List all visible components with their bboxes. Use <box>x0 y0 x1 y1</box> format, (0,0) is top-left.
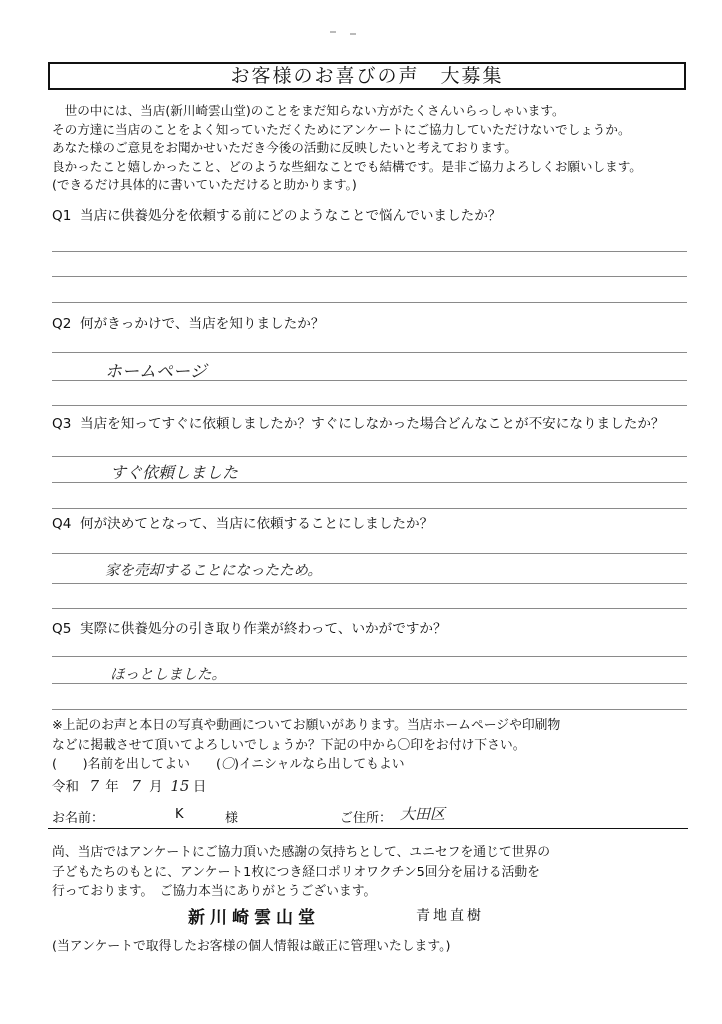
intro-paragraph <box>52 102 702 195</box>
question-text: 当店に供養処分を依頼する前にどのようなことで悩んでいましたか？ <box>80 208 502 224</box>
question-number: Q2 <box>52 316 72 332</box>
question-5 <box>52 619 447 639</box>
answer-5: ほっとしました。 <box>110 667 226 683</box>
intro-line: あなた様のご意見をお聞かせいただき今後の活動に反映したいと考えております。 <box>52 140 517 156</box>
option-name-ok[interactable]: ( )名前を出してよい <box>52 757 190 772</box>
date-unit: 年 <box>105 779 119 795</box>
question-text: 何がきっかけで、当店を知りましたか？ <box>80 316 325 332</box>
answer-rule <box>52 608 687 609</box>
customer-address-value: 大田区 <box>400 805 446 823</box>
page-title: お客様のお喜びの声 大募集 <box>48 62 686 90</box>
answer-rule <box>52 456 687 457</box>
answer-rule <box>52 302 687 303</box>
answer-rule <box>52 482 687 483</box>
customer-name-value: K <box>175 807 184 822</box>
question-1 <box>52 206 501 226</box>
shop-name: 新川崎雲山堂 <box>188 908 320 928</box>
owner-name: 青地直樹 <box>416 908 484 924</box>
question-4 <box>52 514 433 534</box>
privacy-note: (当アンケートで取得したお客様の個人情報は厳正に管理いたします。) <box>52 939 451 954</box>
question-text: 当店を知ってすぐに依頼しましたか？すぐにしなかった場合どんなことが不安になりましたか？ <box>80 416 665 432</box>
question-text: 実際に供養処分の引き取り作業が終わって、いかがですか？ <box>80 621 447 637</box>
option-initial-ok: イニシャルなら出してもよい <box>238 757 405 772</box>
question-number: Q3 <box>52 416 72 432</box>
answer-rule <box>52 380 687 381</box>
consent-note <box>52 716 560 775</box>
date-unit: 月 <box>149 779 163 795</box>
answer-3: すぐ依頼しました <box>110 463 239 482</box>
customer-address-label: ご住所： <box>340 811 393 826</box>
date-year: 7 <box>89 777 100 795</box>
initial-circle-mark[interactable]: 〇 <box>220 757 234 772</box>
thanks-line: 子どもたちのもとに、アンケート1枚につき経口ポリオワクチン5回分を届ける活動を <box>52 864 540 880</box>
thanks-paragraph <box>52 843 550 902</box>
question-number: Q1 <box>52 208 72 224</box>
scan-speck <box>350 33 356 35</box>
date-day: 15 <box>170 777 190 795</box>
scan-speck <box>330 31 336 33</box>
answer-rule <box>52 683 687 684</box>
customer-divider <box>48 828 688 829</box>
intro-line: 良かったこと嬉しかったこと、どのような些細なことでも結構です。是非ご協力よろしくお願いします。 <box>52 158 642 174</box>
answer-4: 家を売却することになったため。 <box>105 563 322 579</box>
question-number: Q4 <box>52 516 72 532</box>
question-text: 何が決めてとなって、当店に依頼することにしましたか？ <box>80 516 434 532</box>
answer-rule <box>52 352 687 353</box>
date-era: 令和 <box>52 779 79 795</box>
answer-rule <box>52 553 687 554</box>
answer-rule <box>52 709 687 710</box>
consent-options: ( )名前を出してよい (〇)イニシャルなら出してもよい <box>52 757 405 772</box>
answer-rule <box>52 656 687 657</box>
thanks-line: 行っております。 ご協力本当にありがとうございます。 <box>52 884 377 899</box>
intro-line: その方達に当店のことをよく知っていただくためにアンケートにご協力していただけないでしょうか。 <box>52 121 631 137</box>
answer-rule <box>52 251 687 252</box>
date-unit: 日 <box>192 779 207 795</box>
question-2 <box>52 314 324 334</box>
customer-name-label: お名前： <box>52 811 105 826</box>
thanks-line: 尚、当店ではアンケートにご協力頂いた感謝の気持ちとして、ユニセフを通じて世界の <box>52 845 551 860</box>
intro-line: 世の中には、当店(新川崎雲山堂)のことをまだ知らない方がたくさんいらっしゃいます。 <box>52 103 565 118</box>
answer-2: ホームページ <box>105 362 207 382</box>
consent-line: ※上記のお声と本日の写真や動画についてお願いがあります。当店ホームページや印刷物 <box>52 718 561 733</box>
question-3 <box>52 414 665 434</box>
customer-honorific: 様 <box>225 811 239 826</box>
date-month: 7 <box>131 777 141 795</box>
answer-rule <box>52 405 687 406</box>
question-number: Q5 <box>52 621 72 637</box>
consent-line: などに掲載させて頂いてよろしいでしょうか？下記の中から〇印をお付け下さい。 <box>52 737 526 753</box>
date-row <box>52 775 206 795</box>
answer-rule <box>52 508 687 509</box>
intro-line: (できるだけ具体的に書いていただけると助かります。) <box>52 177 357 193</box>
answer-rule <box>52 276 687 277</box>
answer-rule <box>52 583 687 584</box>
